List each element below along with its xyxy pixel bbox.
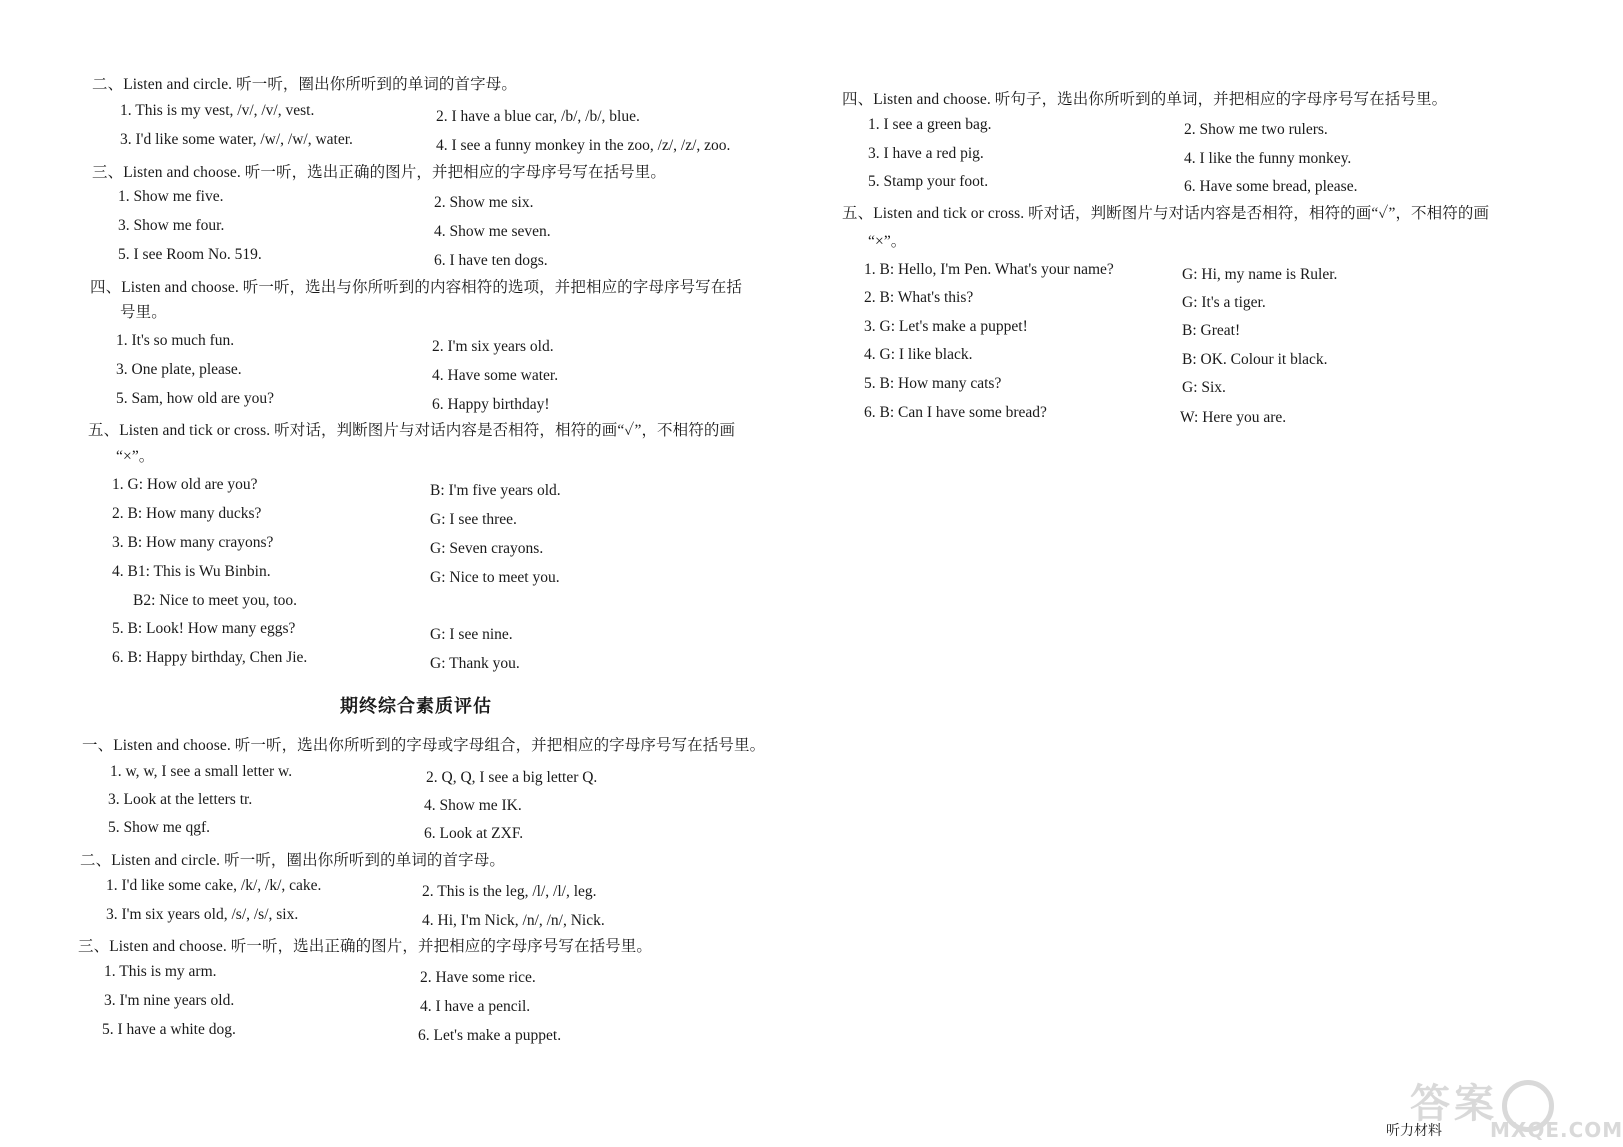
dialogue-line: G: Hi, my name is Ruler.: [1182, 266, 1338, 283]
dialogue-line: G: I see nine.: [430, 626, 513, 643]
dialogue-line: B: OK. Colour it black.: [1182, 351, 1328, 368]
final-section-2-title: 二、Listen and circle. 听一听，圈出你所听到的单词的首字母。: [80, 852, 505, 869]
footer-label: 听力材料: [1386, 1123, 1442, 1139]
list-item: 5. I see Room No. 519.: [118, 246, 262, 263]
list-item: 2. I have a blue car, /b/, /b/, blue.: [436, 108, 640, 125]
list-item: 1. This is my vest, /v/, /v/, vest.: [120, 102, 315, 119]
list-item: 6. Happy birthday!: [432, 396, 550, 413]
section-5-title: 五、Listen and tick or cross. 听对话，判断图片与对话内容是否相符，相符的画“✓”，不相符的画: [88, 422, 736, 439]
list-item: 2. I'm six years old.: [432, 338, 554, 355]
section-4-title-cont: 号里。: [120, 304, 167, 321]
dialogue-line: 3. B: How many crayons?: [112, 534, 274, 551]
dialogue-line: 1. B: Hello, I'm Pen. What's your name?: [864, 261, 1114, 278]
dialogue-line: G: Thank you.: [430, 655, 520, 672]
right-page: [800, 0, 1623, 1147]
list-item: 3. One plate, please.: [116, 361, 242, 378]
list-item: 6. Look at ZXF.: [424, 825, 524, 842]
list-item: 4. Hi, I'm Nick, /n/, /n/, Nick.: [422, 912, 605, 929]
list-item: 4. I see a funny monkey in the zoo, /z/, /z/, zoo.: [436, 137, 731, 154]
list-item: 3. I'm nine years old.: [104, 992, 235, 1009]
dialogue-line: B: I'm five years old.: [430, 482, 561, 499]
dialogue-line: 2. B: How many ducks?: [112, 505, 262, 522]
list-item: 5. I have a white dog.: [102, 1021, 236, 1038]
watermark-url: MXQE.COM: [1490, 1118, 1623, 1142]
section-3-title: 三、Listen and choose. 听一听，选出正确的图片，并把相应的字母序号写在括号里。: [92, 164, 666, 181]
dialogue-line: 2. B: What's this?: [864, 289, 974, 306]
list-item: 1. Show me five.: [118, 188, 224, 205]
list-item: 2. Show me six.: [434, 194, 534, 211]
list-item: 2. Have some rice.: [420, 969, 536, 986]
list-item: 3. Show me four.: [118, 217, 225, 234]
section-4-title: 四、Listen and choose. 听一听，选出与你所听到的内容相符的选项，并把相应的字母序号写在括: [90, 279, 742, 296]
left-page: [0, 0, 800, 1147]
list-item: 2. Q, Q, I see a big letter Q.: [426, 769, 598, 786]
dialogue-line: G: Seven crayons.: [430, 540, 544, 557]
section-5-title-cont: “×”。: [868, 233, 907, 250]
list-item: 2. Show me two rulers.: [1184, 121, 1328, 138]
dialogue-line: B: Great!: [1182, 322, 1241, 339]
dialogue-line: G: I see three.: [430, 511, 517, 528]
list-item: 3. Look at the letters tr.: [108, 791, 253, 808]
list-item: 5. Sam, how old are you?: [116, 390, 274, 407]
list-item: 1. I see a green bag.: [868, 116, 992, 133]
dialogue-line: 3. G: Let's make a puppet!: [864, 318, 1028, 335]
list-item: 6. Let's make a puppet.: [418, 1027, 562, 1044]
list-item: 6. Have some bread, please.: [1184, 178, 1358, 195]
list-item: 1. I'd like some cake, /k/, /k/, cake.: [106, 877, 322, 894]
final-section-1-title: 一、Listen and choose. 听一听，选出你所听到的字母或字母组合，并把相应的字母序号写在括号里。: [82, 737, 766, 754]
dialogue-line: 5. B: How many cats?: [864, 375, 1002, 392]
dialogue-line: 6. B: Can I have some bread?: [864, 404, 1047, 421]
dialogue-line: G: Six.: [1182, 379, 1226, 396]
list-item: 1. It's so much fun.: [116, 332, 235, 349]
list-item: 4. Show me seven.: [434, 223, 551, 240]
list-item: 5. Stamp your foot.: [868, 173, 989, 190]
list-item: 4. Show me IK.: [424, 797, 522, 814]
dialogue-line: G: Nice to meet you.: [430, 569, 560, 586]
dialogue-line: B2: Nice to meet you, too.: [133, 592, 298, 609]
list-item: 6. I have ten dogs.: [434, 252, 548, 269]
list-item: 2. This is the leg, /l/, /l/, leg.: [422, 883, 597, 900]
section-5-title: 五、Listen and tick or cross. 听对话，判断图片与对话内容是否相符，相符的画“✓”，不相符的画: [842, 205, 1490, 222]
list-item: 1. w, w, I see a small letter w.: [110, 763, 293, 780]
list-item: 3. I'd like some water, /w/, /w/, water.: [120, 131, 353, 148]
section-2-title: 二、Listen and circle. 听一听，圈出你所听到的单词的首字母。: [92, 76, 517, 93]
list-item: 5. Show me qgf.: [108, 819, 211, 836]
list-item: 3. I'm six years old, /s/, /s/, six.: [106, 906, 299, 923]
page-heading: 期终综合素质评估: [340, 696, 492, 717]
section-4-title: 四、Listen and choose. 听句子，选出你所听到的单词，并把相应的字母序号写在括号里。: [842, 91, 1448, 108]
list-item: 4. I like the funny monkey.: [1184, 150, 1352, 167]
dialogue-line: 4. G: I like black.: [864, 346, 973, 363]
dialogue-line: W: Here you are.: [1180, 409, 1287, 426]
watermark-logo-text: 答案: [1410, 1081, 1498, 1127]
dialogue-line: 1. G: How old are you?: [112, 476, 258, 493]
dialogue-line: 6. B: Happy birthday, Chen Jie.: [112, 649, 308, 666]
list-item: 4. Have some water.: [432, 367, 559, 384]
list-item: 1. This is my arm.: [104, 963, 217, 980]
list-item: 4. I have a pencil.: [420, 998, 531, 1015]
section-5-title-cont: “×”。: [116, 448, 155, 465]
dialogue-line: 4. B1: This is Wu Binbin.: [112, 563, 271, 580]
list-item: 3. I have a red pig.: [868, 145, 984, 162]
dialogue-line: 5. B: Look! How many eggs?: [112, 620, 296, 637]
dialogue-line: G: It's a tiger.: [1182, 294, 1266, 311]
final-section-3-title: 三、Listen and choose. 听一听，选出正确的图片，并把相应的字母序号写在括号里。: [78, 938, 652, 955]
